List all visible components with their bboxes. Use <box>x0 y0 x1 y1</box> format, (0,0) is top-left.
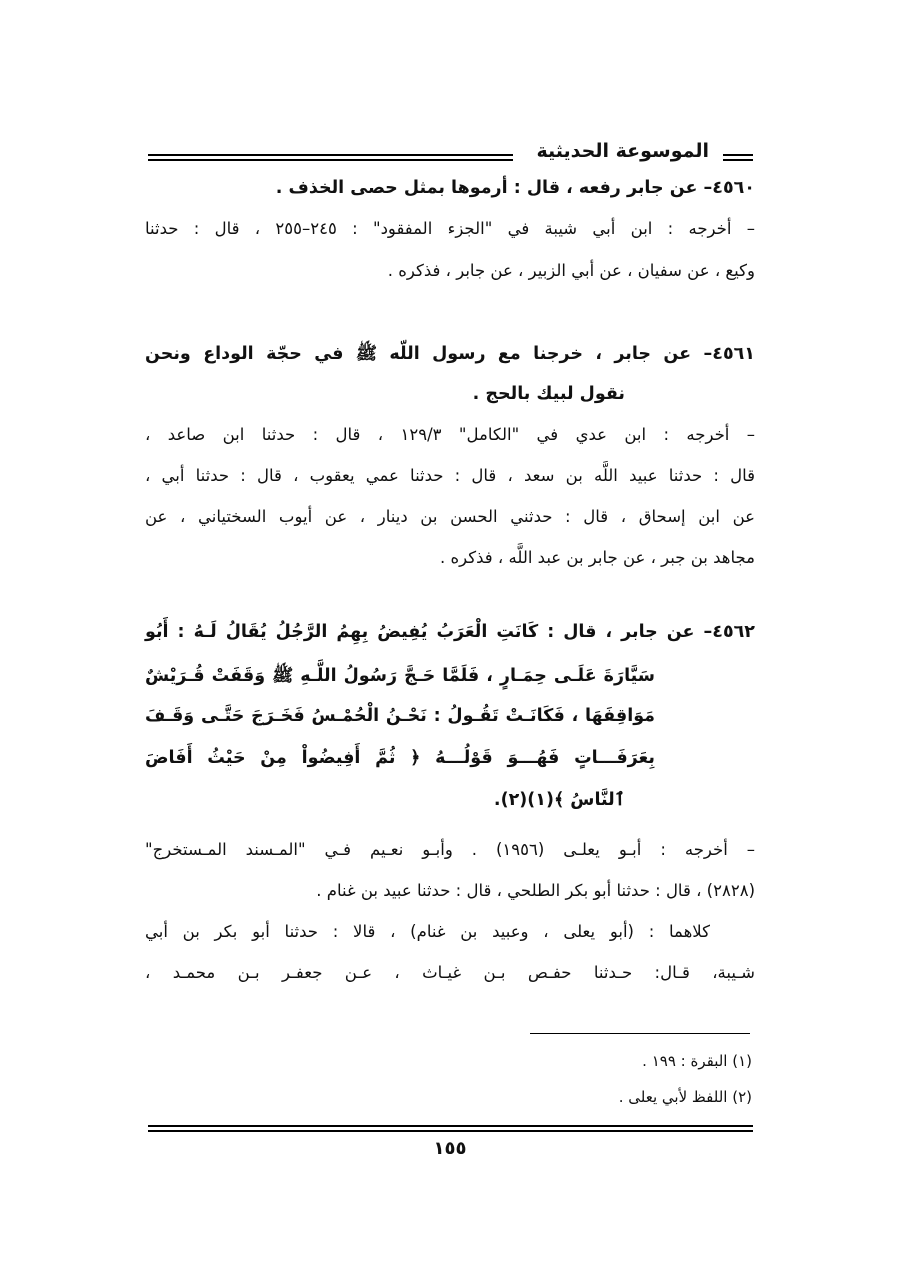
hadith-heading: ٤٥٦٢– عن جابر ، قال : كَانَتِ الْعَرَبُ يُفِيضُ بِهِمُ الرَّجُلُ يُقَالُ لَـهُ : أَبُو <box>145 622 755 642</box>
takhrij-line: وكيع ، عن سفيان ، عن أبي الزبير ، عن جابر ، فذكره . <box>387 261 755 280</box>
hadith-text: مَوَاقِفَهَا ، فَكَانَـتْ تَقُـولُ : نَحْـنُ الْحُمْـسُ فَخَـرَجَ حَتَّـى وَقَـفَ <box>145 706 655 726</box>
hadith-heading: ٤٥٦٠– عن جابر رفعه ، قال : أرموها بمثل حصى الخذف . <box>275 178 755 198</box>
page-number: ١٥٥ <box>433 1138 467 1159</box>
header-rule <box>148 154 513 161</box>
hadith-text: سَيَّارَةَ عَلَـى حِمَـارٍ ، فَلَمَّا حَـجَّ رَسُولُ اللَّـهِ ﷺ وَقَفَتْ قُـرَيْشٌ <box>145 666 655 686</box>
footnote: (٢) اللفظ لأبي يعلى . <box>618 1088 752 1106</box>
footnote-rule <box>530 1033 750 1034</box>
takhrij-line: قال : حدثنا عبيد اللَّه بن سعد ، قال : حدثنا عمي يعقوب ، قال : حدثنا أبي ، <box>145 466 755 485</box>
hadith-heading: ٤٥٦١– عن جابر ، خرجنا مع رسول اللّه ﷺ في حجّة الوداع ونحن <box>145 344 755 364</box>
takhrij-line: (٢٨٢٨) ، قال : حدثنا أبو بكر الطلحي ، قال : حدثنا عبيد بن غنام . <box>316 881 755 900</box>
takhrij-line: عن ابن إسحاق ، قال : حدثني الحسن بن دينار ، عن أيوب السختياني ، عن <box>145 507 755 526</box>
takhrij-line: شـيبة، قـال: حـدثنا حفـص بـن غيـاث ، عـن جعفـر بـن محمـد ، <box>145 963 755 982</box>
hadith-text: بِعَرَفَـــاتٍ فَهُـــوَ قَوْلُـــهُ ﴿ ثُمَّ أَفِيضُواْ مِنْ حَيْثُ أَفَاضَ <box>145 748 655 768</box>
takhrij-line: – أخرجه : أبـو يعلـى (١٩٥٦) . وأبـو نعـيم فـي "المـسند المـستخرج" <box>145 840 755 859</box>
header-title: الموسوعة الحديثية <box>536 140 709 162</box>
hadith-text: ٱلنَّاسُ ﴾(١)(٢). <box>493 790 625 810</box>
footer-rule <box>148 1125 753 1132</box>
takhrij-line: كلاهما : (أبو يعلى ، وعبيد بن غنام) ، قالا : حدثنا أبو بكر بن أبي <box>145 922 710 941</box>
takhrij-line: – أخرجه : ابن عدي في "الكامل" ١٢٩/٣ ، قال : حدثنا ابن صاعد ، <box>145 425 755 444</box>
hadith-text: نقول لبيك بالحج . <box>472 384 625 404</box>
footnote: (١) البقرة : ١٩٩ . <box>642 1052 752 1070</box>
takhrij-line: – أخرجه : ابن أبي شيبة في "الجزء المفقود" : ٢٤٥–٢٥٥ ، قال : حدثنا <box>145 219 755 238</box>
running-header <box>148 140 753 170</box>
takhrij-line: مجاهد بن جبر ، عن جابر بن عبد اللَّه ، فذكره . <box>440 548 755 567</box>
header-rule <box>723 154 753 161</box>
